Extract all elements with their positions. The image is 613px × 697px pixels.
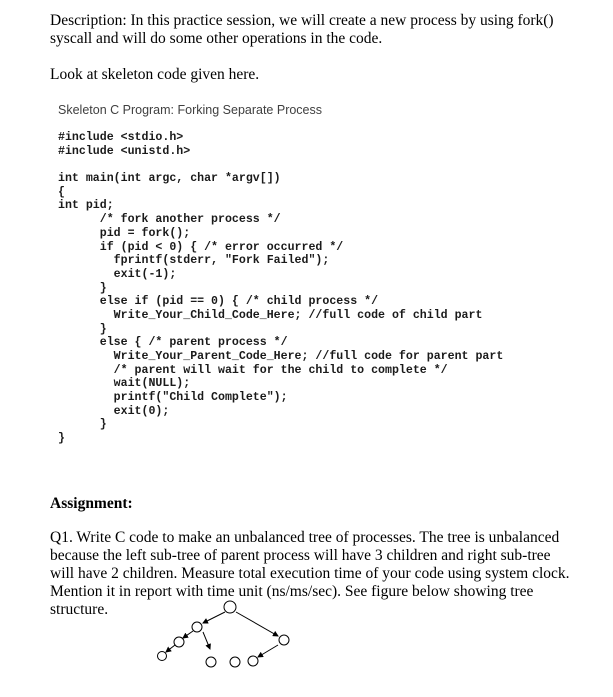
code-line: Write_Your_Child_Code_Here; //full code of child part: [58, 308, 483, 322]
code-line: /* parent will wait for the child to complete */: [58, 363, 448, 377]
code-line: else { /* parent process */: [58, 336, 288, 350]
tree-edge: [183, 631, 193, 638]
tree-node: [158, 652, 167, 661]
code-line: fprintf(stderr, "Fork Failed");: [58, 254, 330, 268]
code-line: Write_Your_Parent_Code_Here; //full code for parent part: [58, 350, 504, 363]
description-paragraph: Description: In this practice session, we will create a new process by using fork() syscall and will do some other operations in the code.: [50, 12, 554, 47]
tree-edge: [258, 645, 278, 657]
code-line: {: [58, 185, 65, 199]
code-caption: Skeleton C Program: Forking Separate Process: [58, 103, 323, 117]
code-line: exit(-1);: [58, 267, 177, 281]
tree-node: [206, 657, 216, 667]
tree-node: [279, 635, 289, 645]
code-line: }: [58, 432, 65, 446]
tree-node: [174, 637, 184, 647]
code-line: int pid;: [58, 199, 114, 213]
code-line: else if (pid == 0) { /* child process */: [58, 295, 379, 309]
code-line: printf("Child Complete");: [58, 391, 288, 405]
code-line: /* fork another process */: [58, 213, 281, 227]
code-line: wait(NULL);: [58, 377, 191, 391]
code-line: #include <stdio.h>: [58, 131, 184, 144]
tree-node: [230, 657, 240, 667]
look-instruction: Look at skeleton code given here.: [50, 66, 260, 83]
tree-node: [192, 622, 202, 632]
code-block: [58, 131, 503, 446]
code-line: }: [58, 322, 107, 336]
tree-edge: [203, 632, 210, 649]
assignment-heading: Assignment:: [50, 495, 133, 512]
code-line: #include <unistd.h>: [58, 144, 191, 158]
tree-edge: [166, 645, 175, 652]
code-line: [58, 158, 503, 172]
code-line: exit(0);: [58, 404, 170, 418]
code-line: int main(int argc, char *argv[]): [58, 172, 281, 186]
question-1-text: Q1. Write C code to make an unbalanced tree of processes. The tree is unbalanced because the left sub-tree of parent process will have 3 children and right sub-tree will have 2 children. Measure total execution time of your code using system clock. Mention it in report with time unit (ns/ms/sec). See figure below showing tree structure.: [50, 529, 570, 618]
code-line: if (pid < 0) { /* error occurred */: [58, 240, 344, 254]
tree-node: [248, 656, 258, 666]
code-line: }: [58, 418, 107, 432]
code-line: pid = fork();: [58, 226, 191, 240]
code-line: }: [58, 281, 107, 295]
